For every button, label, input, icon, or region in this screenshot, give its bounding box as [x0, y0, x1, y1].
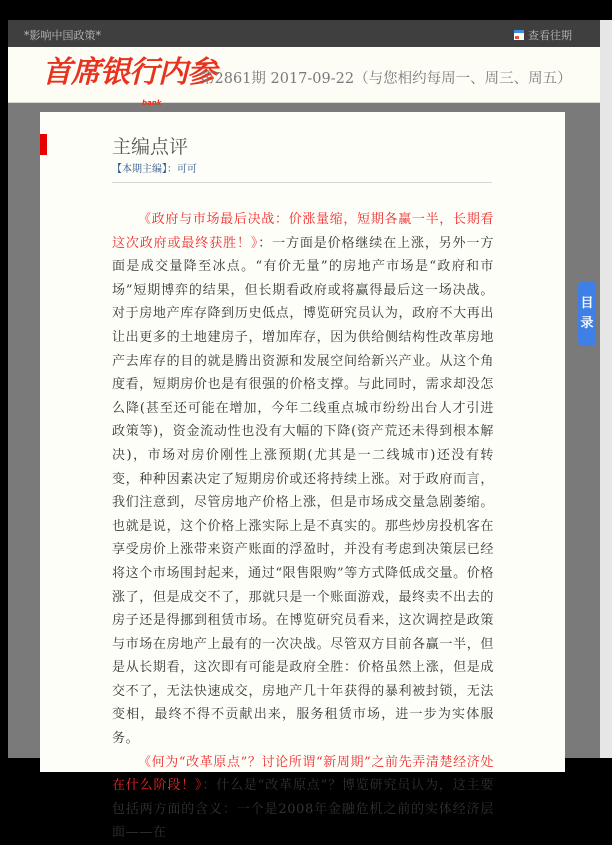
calendar-icon [514, 30, 524, 40]
article-paragraph [112, 751, 494, 845]
paragraph-text: ：什么是“改革原点”？博览研究员认为，这主要包括两方面的含义：一个是2008年金融危机之前的实体经济层面——在 [112, 778, 494, 841]
scrollbar[interactable] [600, 20, 612, 758]
divider [112, 182, 492, 183]
toc-label-1: 目 [580, 296, 594, 311]
editor-credit: 【本期主编】：可可 [112, 164, 197, 175]
section-marker [40, 134, 47, 155]
paragraph-headline-link[interactable]: 《何为“改革原点”？讨论所谓“新周期”之前先弄清楚经济处在什么阶段！》 [112, 754, 494, 794]
paragraph-text: ：一方面是价格继续在上涨，另外一方面是成交量降至冰点。“有价无量”的房地产市场是“政府和市场”短期博弈的结果，但长期看政府或将赢得最后这一场决战。对于房地产库存降到历史低点，博览研究员认为，政府不大再出让出更多的土地建房子，增加库存，因为供给侧结构性改革房地产去库存的目的就是腾出资源和发展空间给新兴产业。从这个角度看，短期房价也是有很强的价格支撑。与此同时，需求却没怎么降(甚至还可能在增加，今年二线重点城市纷纷出台人才引进政策等)，资金流动性也没有大幅的下降(资产荒还未得到根本解决)，市场对房价刚性上涨预期(尤其是一二线城市)还没有转变，种种因素决定了短期房价或还将持续上涨。对于政府而言，我们注意到，尽管房地产价格上涨，但是市场成交量急剧萎缩。也就是说，这个价格上涨实际上是不真实的。那些炒房投机客在享受房价上涨带来资产账面的浮盈时，并没有考虑到决策层已经将这个市场围封起来，通过“限售限购”等方式降低成交量。价格涨了，但是成交不了，那就只是一个账面游戏，最终卖不出去的房子还是得挪到租赁市场。在博览研究员看来，这次调控是政策与市场在房地产上最有的一次决战。尽管双方目前各赢一半，但是从长期看，这次即有可能是政府全胜：价格虽然上涨，但是成交不了，无法快速成交，房地产几十年获得的暴利被封锁，无法变相，最终不得不贡献出来，服务租赁市场，进一步为实体服务。 [112, 235, 494, 747]
brand-logo-sub: bank [142, 99, 162, 107]
view-past-issues-label: 查看往期 [528, 29, 572, 42]
top-nav-bar [8, 20, 600, 47]
table-of-contents-button[interactable] [578, 282, 596, 346]
slogan: *影响中国政策* [24, 29, 101, 42]
brand-logo-text: 首席银行内参 [42, 55, 216, 90]
toc-label-2: 录 [580, 316, 594, 331]
article-page [40, 112, 565, 841]
article-paragraph [112, 208, 494, 751]
view-past-issues-link[interactable] [514, 27, 572, 43]
paragraph-headline-link[interactable]: 《政府与市场最后决战：价涨量缩，短期各赢一半，长期看这次政府或最终获胜！》 [112, 212, 494, 251]
viewer-frame [8, 20, 600, 841]
brand-logo [42, 53, 216, 107]
article-body [112, 208, 494, 845]
newsletter-header [8, 47, 600, 107]
section-title: 主编点评 [112, 136, 189, 158]
issue-info: 第2861期 2017-09-22（与您相约每周一、周三、周五） [200, 71, 572, 87]
